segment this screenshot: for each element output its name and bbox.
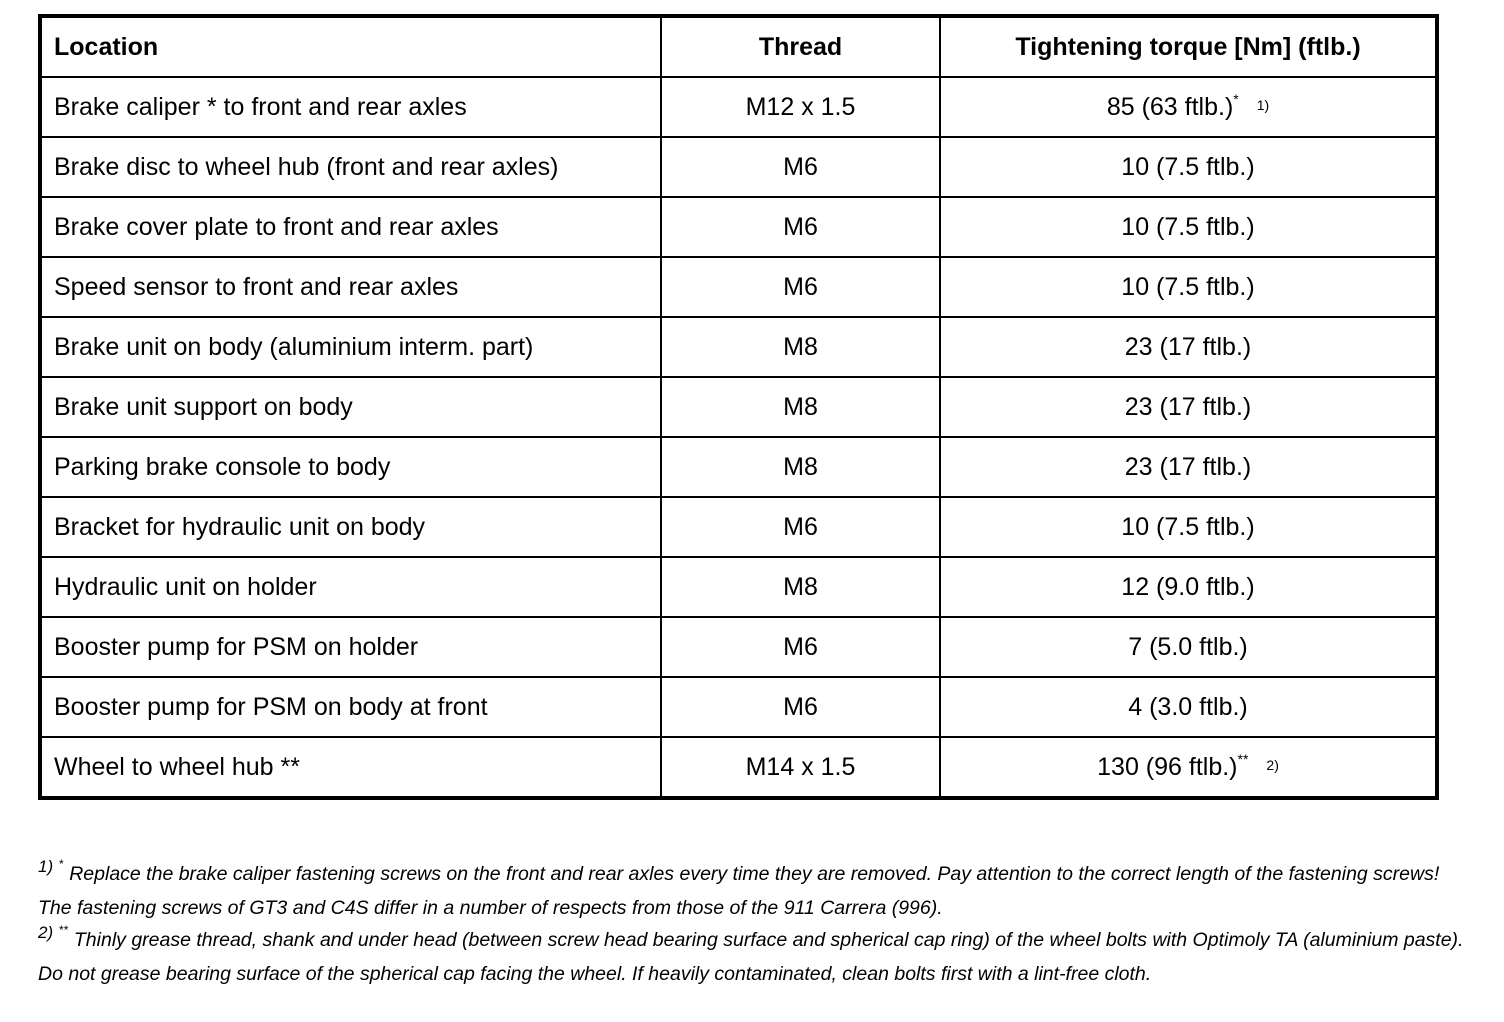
cell-torque [940,77,1437,137]
cell-thread: M8 [661,317,940,377]
cell-thread: M6 [661,137,940,197]
torque-value: 85 (63 ftlb.) [1106,92,1234,121]
footnote-text: Thinly grease thread, shank and under head (between screw head bearing surface and spherical cap ring) of the wheel bolts with Optimoly TA (aluminium paste). Do not grease bearing surface of the spherical cap facing the wheel. If heavily contaminated, clean bolts first with a lint-free cloth. [38,929,1464,985]
cell-torque: 4 (3.0 ftlb.) [940,677,1437,737]
cell-thread: M8 [661,557,940,617]
cell-torque: 23 (17 ftlb.) [940,317,1437,377]
cell-torque: 10 (7.5 ftlb.) [940,197,1437,257]
footnote-ref: 1) [1256,96,1270,113]
cell-location: Brake unit support on body [40,377,661,437]
footnotes [38,858,1478,990]
footnote-marker: 2) [38,923,54,942]
cell-location: Brake caliper * to front and rear axles [40,77,661,137]
footnote-asterisk: * [58,857,64,871]
torque-asterisk: ** [1237,750,1249,767]
header-thread: Thread [661,16,940,77]
table-row [40,437,1437,497]
table-header-row [40,16,1437,77]
table-row [40,77,1437,137]
cell-location: Booster pump for PSM on holder [40,617,661,677]
table-row [40,317,1437,377]
cell-thread: M8 [661,377,940,437]
footnote-marker: 1) [38,857,54,876]
cell-location: Wheel to wheel hub ** [40,737,661,798]
cell-location: Booster pump for PSM on body at front [40,677,661,737]
footnote-1 [38,858,1478,924]
cell-thread: M6 [661,677,940,737]
table-row [40,137,1437,197]
cell-thread: M14 x 1.5 [661,737,940,798]
table-row [40,197,1437,257]
tightening-torque-table [38,14,1439,800]
cell-thread: M6 [661,617,940,677]
cell-thread: M6 [661,497,940,557]
cell-location: Bracket for hydraulic unit on body [40,497,661,557]
cell-thread: M6 [661,257,940,317]
cell-torque: 10 (7.5 ftlb.) [940,137,1437,197]
table-row [40,377,1437,437]
table-row [40,617,1437,677]
footnote-ref: 2) [1266,756,1279,773]
table-row [40,677,1437,737]
footnote-2 [38,924,1478,990]
cell-location: Brake unit on body (aluminium interm. part) [40,317,661,377]
cell-torque: 23 (17 ftlb.) [940,377,1437,437]
cell-torque: 7 (5.0 ftlb.) [940,617,1437,677]
cell-location: Parking brake console to body [40,437,661,497]
footnote-asterisk: ** [58,923,68,937]
cell-torque: 10 (7.5 ftlb.) [940,497,1437,557]
cell-torque: 23 (17 ftlb.) [940,437,1437,497]
table-row [40,737,1437,798]
cell-torque: 12 (9.0 ftlb.) [940,557,1437,617]
cell-thread: M6 [661,197,940,257]
cell-torque: 10 (7.5 ftlb.) [940,257,1437,317]
cell-location: Brake disc to wheel hub (front and rear axles) [40,137,661,197]
footnote-text: Replace the brake caliper fastening screws on the front and rear axles every time they are removed. Pay attention to the correct length of the fastening screws! The fastening screws of GT3 and C4S differ in a number of respects from those of the 911 Carrera (996). [38,863,1440,919]
torque-value: 130 (96 ftlb.) [1097,752,1238,781]
table-row [40,497,1437,557]
cell-location: Speed sensor to front and rear axles [40,257,661,317]
table-row [40,557,1437,617]
cell-location: Hydraulic unit on holder [40,557,661,617]
cell-thread: M8 [661,437,940,497]
table-row [40,257,1437,317]
header-location: Location [40,16,661,77]
cell-location: Brake cover plate to front and rear axles [40,197,661,257]
cell-torque [940,737,1437,798]
cell-thread: M12 x 1.5 [661,77,940,137]
torque-asterisk: * [1233,90,1239,107]
header-torque: Tightening torque [Nm] (ftlb.) [940,16,1437,77]
